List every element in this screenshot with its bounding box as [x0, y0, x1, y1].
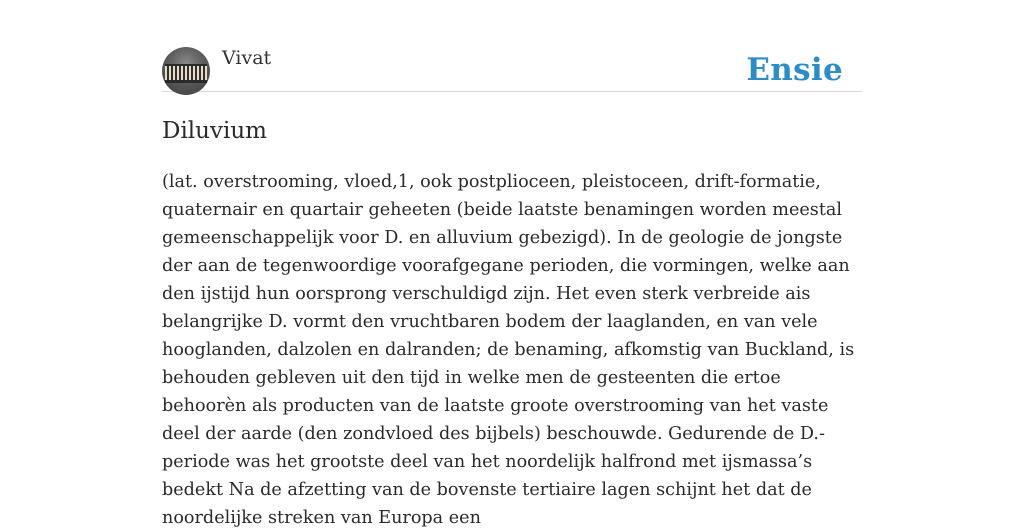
header [162, 0, 862, 92]
username-link[interactable]: Vivat [222, 47, 272, 69]
brand-logo[interactable]: Ensie [746, 52, 843, 88]
bookshelf-icon [165, 64, 207, 83]
avatar[interactable] [162, 47, 210, 95]
page-title: Diluvium [162, 118, 267, 144]
page-container [162, 0, 862, 528]
article-body: (lat. overstrooming, vloed,1, ook postplioceen, pleistoceen, drift-formatie, quaternair en quartair geheeten (beide laatste benamingen worden meestal gemeenschappelijk voor D. en alluvium gebezigd). In de geologie de jongste der aan de tegenwoordige voorafgegane perioden, die vormingen, welke aan den ijstijd hun oorsprong verschuldigd zijn. Het even sterk verbreide ais belangrijke D. vormt den vruchtbaren bodem der laaglanden, en van vele hooglanden, dalzolen en dalranden; de benaming, afkomstig van Buckland, is behouden gebleven uit den tijd in welke men de gesteenten die ertoe behoorèn als producten van de laatste groote overstrooming van het vaste deel der aarde (den zondvloed des bijbels) beschouwde. Gedurende de D.-periode was het grootste deel van het noordelijk halfrond met ijsmassa’s bedekt Na de afzetting van de bovenste tertiaire lagen schijnt het dat de noordelijke streken van Europa een [162, 172, 855, 528]
